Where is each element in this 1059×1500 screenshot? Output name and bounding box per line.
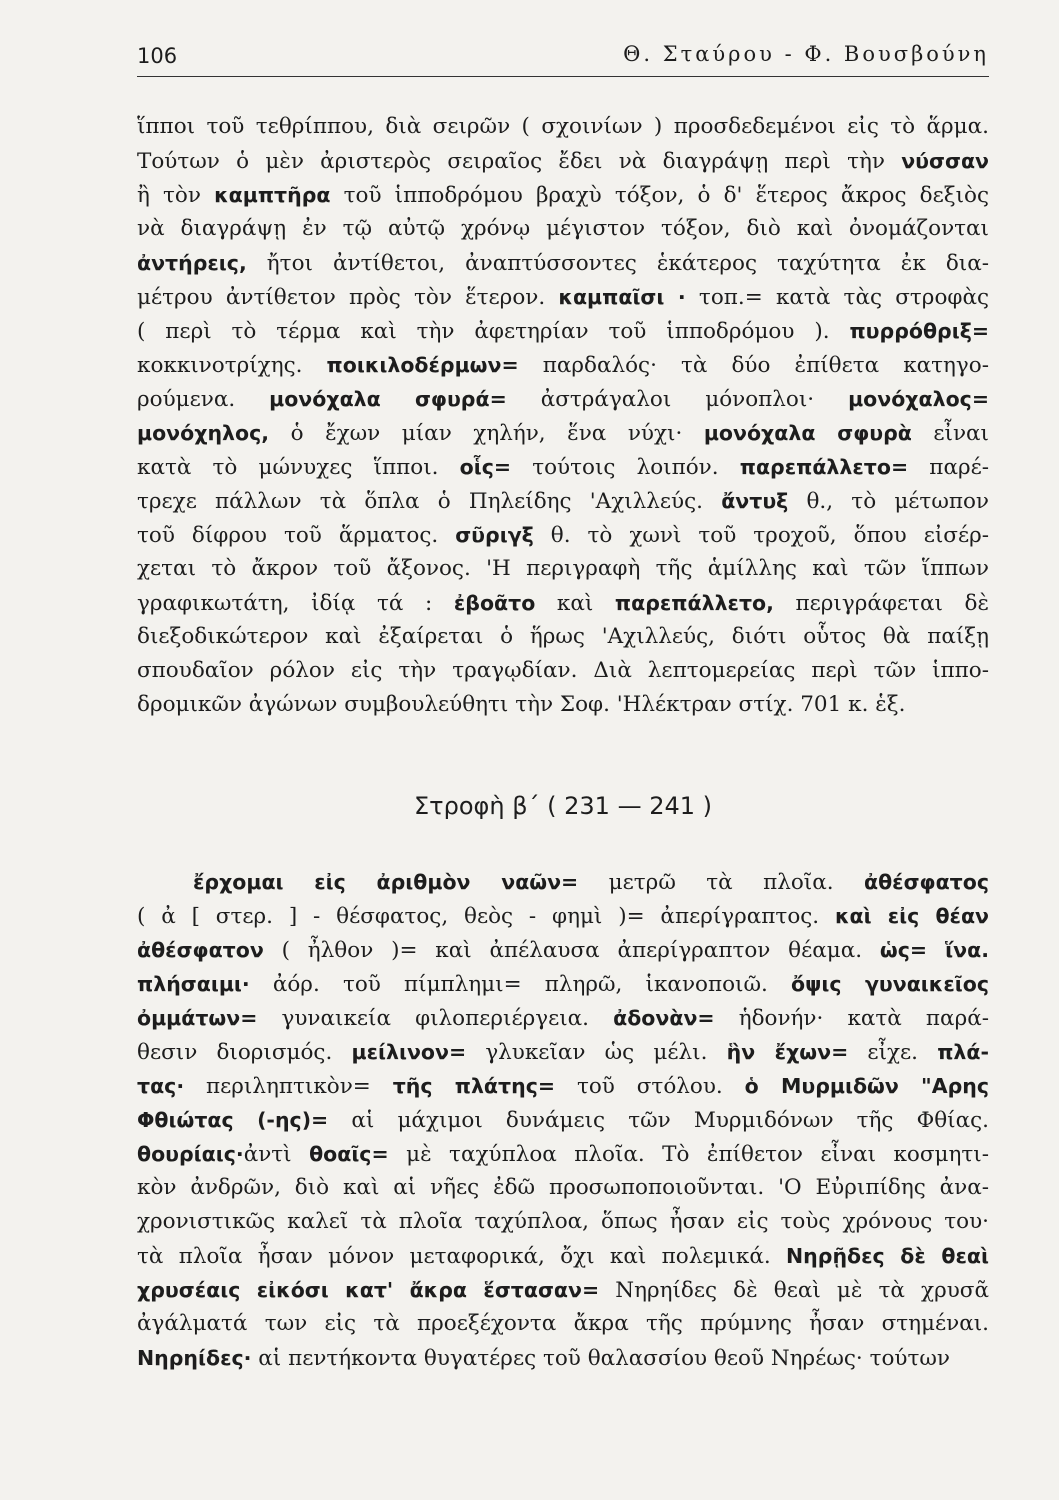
gloss-text: μετρῶ τὰ πλοῖα.: [578, 870, 865, 895]
gloss-text: διεξοδικώτερον καὶ ἐξαίρεται ὁ ἥρως 'Αχιλλεύς, διότι οὗτος θὰ παίξῃ: [137, 624, 989, 649]
lemma-term: ὀμμάτων=: [137, 1006, 258, 1030]
gloss-text: τρεχε πάλλων τὰ ὅπλα ὁ Πηλείδης 'Αχιλλεύς.: [137, 489, 722, 514]
lemma-term: ἄντυξ: [721, 489, 789, 513]
gloss-text: Τούτων ὁ μὲν ἀριστερὸς σειραῖος ἔδει νὰ διαγράψῃ περὶ τὴν: [137, 149, 902, 174]
gloss-text: ἀστράγαλοι μόνοπλοι·: [506, 387, 849, 412]
gloss-text: γλυκεῖαν ὡς μέλι.: [466, 1040, 727, 1065]
lemma-term: σῦριγξ: [455, 523, 534, 547]
text-line: [137, 865, 989, 899]
gloss-text: γυναικεία φιλοπεριέργεια.: [257, 1006, 614, 1031]
text-line: [137, 1205, 989, 1239]
gloss-text: ἀγάλματά των εἰς τὰ προεξέχοντα ἄκρα τῆς πρύμνης ἦσαν στημέναι.: [137, 1311, 989, 1336]
text-line: [137, 1035, 989, 1069]
page-header: [137, 40, 989, 77]
gloss-text: θεσιν διορισμός.: [137, 1040, 352, 1065]
text-line: [137, 967, 989, 1001]
commentary-paragraph-2: [137, 865, 989, 1375]
gloss-text: ( ἀ [ στερ. ] - θέσφατος, θεὸς - φημὶ )= ἀπερίγραπτος.: [137, 904, 835, 929]
lemma-term: πλήσαιμι·: [137, 972, 250, 996]
text-line: [137, 382, 989, 416]
section-heading: Στροφὴ β´ ( 231 — 241 ): [413, 792, 712, 820]
lemma-term: ἀδονὰν=: [613, 1006, 715, 1030]
lemma-term: Φθιώτας (-ης)=: [137, 1108, 329, 1132]
text-line: [137, 688, 989, 722]
page-number: 106: [137, 44, 178, 68]
gloss-text: ρούμενα.: [137, 387, 270, 412]
text-line: [137, 654, 989, 688]
gloss-text: Νηρηίδες δὲ θεαὶ μὲ τὰ χρυσᾶ: [599, 1278, 989, 1303]
gloss-text: κατὰ τὸ μώνυχες ἵπποι.: [137, 455, 460, 480]
text-line: [137, 246, 989, 280]
gloss-text: παρδαλός· τὰ δύο ἐπίθετα κατηγο-: [518, 353, 989, 378]
gloss-text: τοπ.= κατὰ τὰς στροφὰς: [685, 285, 989, 310]
gloss-text: παρέ-: [908, 455, 990, 480]
lemma-term: ἔρχομαι εἰς ἀριθμὸν ναῶν=: [193, 870, 579, 894]
gloss-text: εἶχε.: [848, 1040, 938, 1065]
lemma-term: νύσσαν: [901, 149, 989, 173]
text-line: [137, 1069, 989, 1103]
lemma-term: μείλινον=: [351, 1040, 467, 1064]
gloss-text: τοῦ ἱπποδρόμου βραχὺ τόξον, ὁ δ' ἕτερος ἄκρος δεξιὸς: [330, 183, 989, 208]
gloss-text: καὶ: [535, 591, 615, 616]
gloss-text: τὰ πλοῖα ἦσαν μόνον μεταφορικά, ὄχι καὶ πολεμικά.: [137, 1244, 787, 1269]
lemma-term: καμπτῆρα: [214, 183, 331, 207]
gloss-text: θ. τὸ χωνὶ τοῦ τροχοῦ, ὅπου εἰσέρ-: [533, 523, 989, 548]
lemma-term: πυρρόθριξ=: [849, 319, 989, 343]
commentary-paragraph-1: [137, 110, 989, 722]
lemma-term: ἐβοᾶτο: [453, 591, 536, 615]
gloss-text: μὲ ταχύπλοα πλοῖα. Τὸ ἐπίθετον εἶναι κοσμητι-: [388, 1142, 990, 1167]
gloss-text: τοῦ δίφρου τοῦ ἅρματος.: [137, 523, 456, 548]
lemma-term: πλά-: [937, 1040, 989, 1064]
text-line: [137, 212, 989, 246]
gloss-text: χρονιστικῶς καλεῖ τὰ πλοῖα ταχύπλοα, ὅπως ἦσαν εἰς τοὺς χρόνους του·: [137, 1209, 989, 1234]
gloss-text: περιγράφεται δὲ: [773, 591, 989, 616]
lemma-term: καμπαῖσι ·: [558, 285, 686, 309]
gloss-text: ἢ τὸν: [137, 183, 215, 208]
lemma-term: μονόχαλος=: [848, 387, 990, 411]
text-line: [137, 1137, 989, 1171]
text-line: [137, 1171, 989, 1205]
gloss-text: κὸν ἀνδρῶν, διὸ καὶ αἱ νῆες ἐδῶ προσωποποιοῦνται. 'Ο Εὐριπίδης ἀνα-: [137, 1175, 989, 1200]
gloss-text: ἡδονήν· κατὰ παρά-: [714, 1006, 989, 1031]
gloss-text: κοκκινοτρίχης.: [137, 353, 327, 378]
text-line: [137, 1341, 989, 1375]
text-line: [137, 1001, 989, 1035]
text-line: [137, 620, 989, 654]
lemma-term: τῆς πλάτης=: [392, 1074, 556, 1098]
gloss-text: ἀόρ. τοῦ πίμπλημι= πληρῶ, ἱκανοποιῶ.: [249, 972, 791, 997]
gloss-text: ( περὶ τὸ τέρμα καὶ τὴν ἀφετηρίαν τοῦ ἱπποδρόμου ).: [137, 319, 850, 344]
text-line: [137, 1273, 989, 1307]
gloss-text: ὁ ἔχων μίαν χηλήν, ἕνα νύχι·: [269, 421, 704, 446]
gloss-text: ἀντὶ: [243, 1142, 310, 1167]
text-line: [137, 1307, 989, 1341]
text-line: [137, 450, 989, 484]
gloss-text: θ., τὸ μέτωπον: [788, 489, 990, 514]
lemma-term: ὄψις γυναικεῖος: [790, 972, 989, 996]
text-line: [137, 484, 989, 518]
lemma-term: παρεπάλλετο=: [739, 455, 909, 479]
lemma-term: ποικιλοδέρμων=: [326, 353, 519, 377]
gloss-text: ( ἦλθον )= καὶ ἀπέλαυσα ἀπερίγραπτον θέαμα.: [263, 938, 880, 963]
lemma-term: χρυσέαις εἰκόσι κατ' ἄκρα ἕστασαν=: [137, 1278, 600, 1302]
gloss-text: αἱ πεντήκοντα θυγατέρες τοῦ θαλασσίου θεοῦ Νηρέως· τούτων: [251, 1346, 950, 1371]
gloss-text: εἶναι: [911, 421, 989, 446]
text-line: [137, 348, 989, 382]
text-line: [137, 314, 989, 348]
gloss-text: τούτοις λοιπόν.: [511, 455, 740, 480]
lemma-term: τας·: [137, 1074, 185, 1098]
gloss-text: νὰ διαγράψῃ ἐν τῷ αὐτῷ χρόνῳ μέγιστον τόξον, διὸ καὶ ὀνομάζονται: [137, 216, 989, 241]
lemma-term: μονόχαλα σφυρά=: [269, 387, 507, 411]
lemma-term: Νηρηίδες·: [137, 1346, 252, 1370]
text-line: [137, 899, 989, 933]
gloss-text: γραφικωτάτη, ἰδίᾳ τά :: [137, 591, 454, 616]
lemma-term: μονόχηλος,: [137, 421, 270, 445]
lemma-term: ἀντήρεις,: [137, 251, 247, 275]
running-head: Θ. Σταύρου - Φ. Βουσβούνη: [623, 42, 989, 66]
lemma-term: ἀθέσφατον: [137, 938, 264, 962]
text-line: [137, 110, 989, 144]
lemma-term: οἷς=: [459, 455, 512, 479]
text-line: [137, 1103, 989, 1137]
gloss-text: μέτρου ἀντίθετον πρὸς τὸν ἕτερον.: [137, 285, 559, 310]
text-line: [137, 144, 989, 178]
lemma-term: ὁ Μυρμιδῶν "Αρης: [744, 1074, 990, 1098]
gloss-text: ἤτοι ἀντίθετοι, ἀναπτύσσοντες ἑκάτερος ταχύτητα ἐκ δια-: [246, 251, 989, 276]
lemma-term: ἣν ἔχων=: [726, 1040, 849, 1064]
gloss-text: δρομικῶν ἀγώνων συμβουλεύθητι τὴν Σοφ. 'Ηλέκτραν στίχ. 701 κ. ἑξ.: [137, 692, 906, 717]
lemma-term: θουρίαις·: [137, 1142, 244, 1166]
text-line: [137, 933, 989, 967]
gloss-text: περιληπτικὸν=: [184, 1074, 393, 1099]
text-line: [137, 1239, 989, 1273]
lemma-term: μονόχαλα σφυρὰ: [703, 421, 912, 445]
text-line: [137, 178, 989, 212]
lemma-term: ὡς= ἵνα.: [879, 938, 989, 962]
text-line: [137, 586, 989, 620]
gloss-text: τοῦ στόλου.: [555, 1074, 745, 1099]
lemma-term: ἀθέσφατος: [864, 870, 989, 894]
gloss-text: σπουδαῖον ρόλον εἰς τὴν τραγῳδίαν. Διὰ λεπτομερείας περὶ τῶν ἱππο-: [137, 658, 989, 683]
gloss-text: ἵπποι τοῦ τεθρίππου, διὰ σειρῶν ( σχοινίων ) προσδεδεμένοι εἰς τὸ ἅρμα.: [137, 114, 989, 139]
text-line: [137, 416, 989, 450]
gloss-text: χεται τὸ ἄκρον τοῦ ἄξονος. 'Η περιγραφὴ τῆς ἁμίλλης καὶ τῶν ἵππων: [137, 556, 989, 581]
text-line: [137, 280, 989, 314]
text-line: [137, 552, 989, 586]
gloss-text: αἱ μάχιμοι δυνάμεις τῶν Μυρμιδόνων τῆς Φθίας.: [328, 1108, 989, 1133]
lemma-term: θοαῖς=: [309, 1142, 389, 1166]
lemma-term: Νηρῇδες δὲ θεαὶ: [786, 1244, 989, 1268]
lemma-term: καὶ εἰς θέαν: [834, 904, 989, 928]
text-line: [137, 518, 989, 552]
lemma-term: παρεπάλλετο,: [614, 591, 774, 615]
